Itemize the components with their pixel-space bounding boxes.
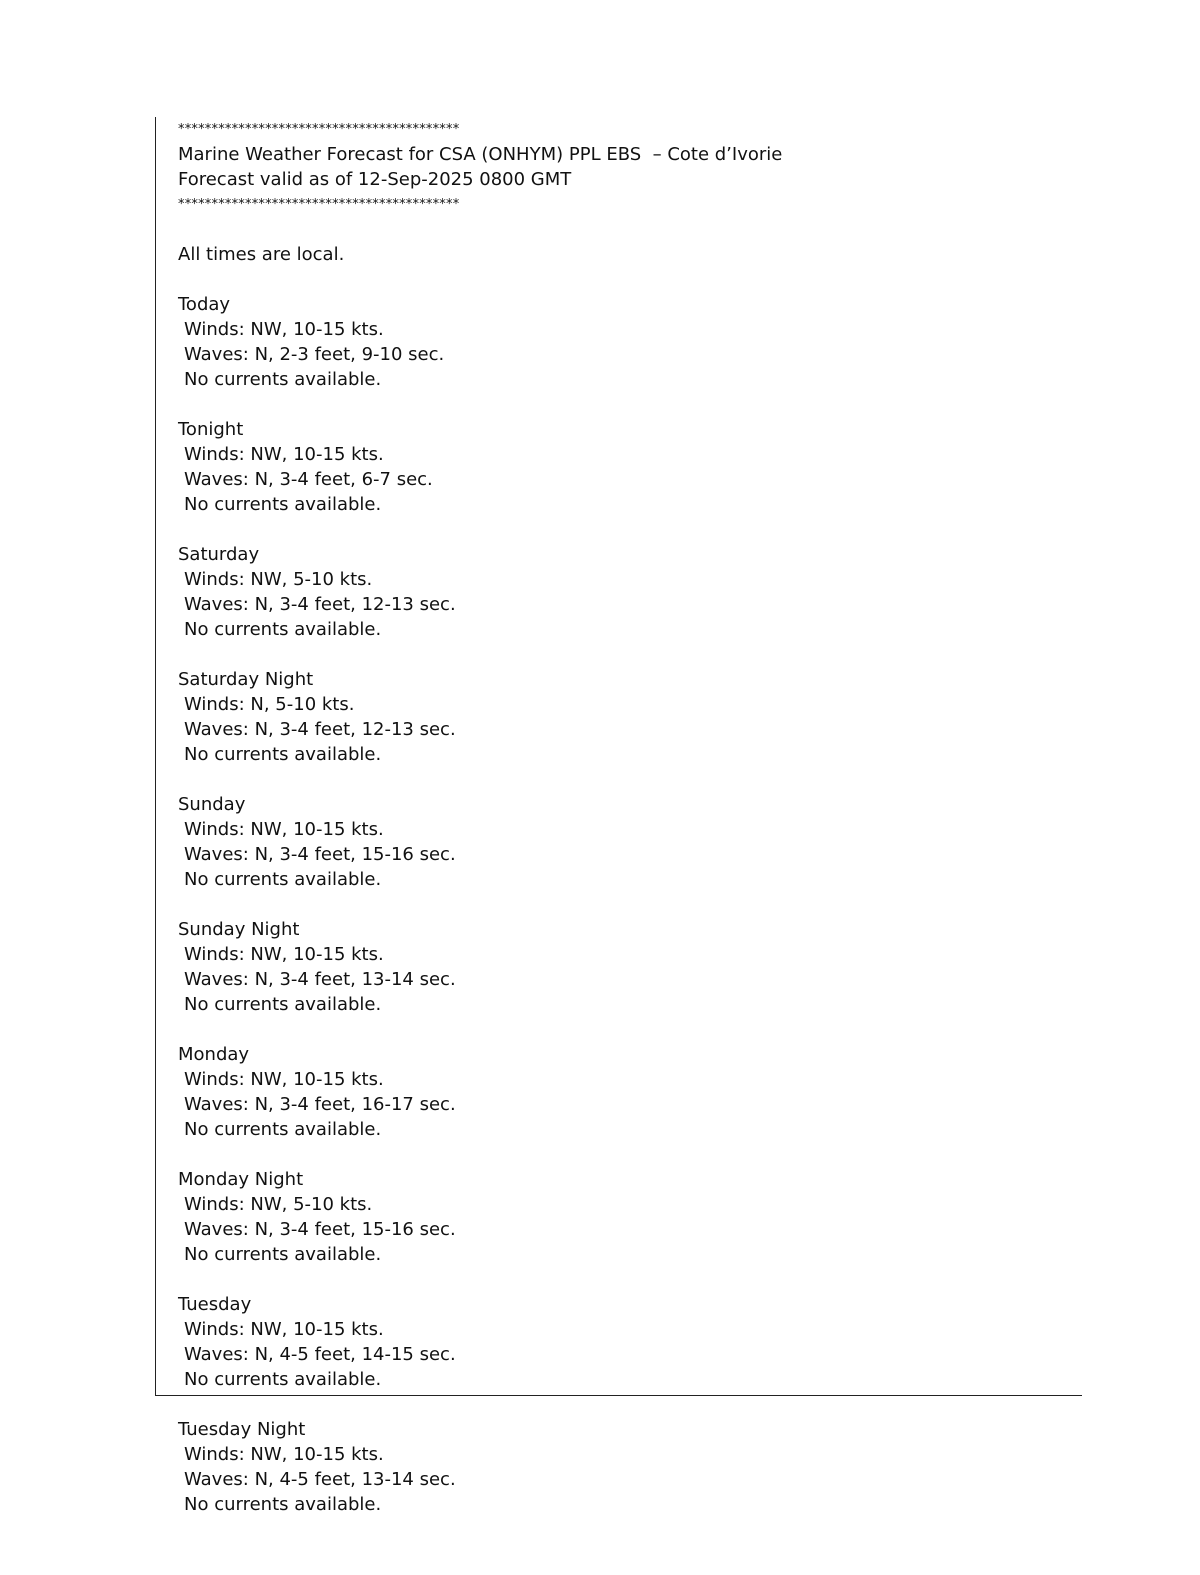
period-name: Sunday Night xyxy=(178,919,300,940)
period-name: Today xyxy=(178,294,231,315)
forecast-period xyxy=(178,1417,1078,1517)
period-waves: Waves: N, 3-4 feet, 13-14 sec. xyxy=(184,969,456,990)
forecast-period xyxy=(178,667,1078,792)
period-name: Saturday Night xyxy=(178,669,314,690)
spacer xyxy=(178,217,1078,242)
spacer xyxy=(178,1017,1078,1042)
period-currents: No currents available. xyxy=(184,369,382,390)
spacer xyxy=(178,767,1078,792)
forecast-period xyxy=(178,417,1078,542)
forecast-period xyxy=(178,1292,1078,1417)
spacer xyxy=(178,1267,1078,1292)
forecast-period xyxy=(178,292,1078,417)
forecast-valid-time: Forecast valid as of 12-Sep-2025 0800 GMT xyxy=(178,169,572,190)
period-currents: No currents available. xyxy=(184,744,382,765)
period-waves: Waves: N, 3-4 feet, 12-13 sec. xyxy=(184,719,456,740)
forecast-period xyxy=(178,792,1078,917)
period-waves: Waves: N, 3-4 feet, 12-13 sec. xyxy=(184,594,456,615)
left-border-line xyxy=(155,117,156,1396)
period-currents: No currents available. xyxy=(184,869,382,890)
spacer xyxy=(178,1392,1078,1417)
period-winds: Winds: NW, 10-15 kts. xyxy=(184,944,384,965)
period-currents: No currents available. xyxy=(184,1244,382,1265)
forecast-document xyxy=(178,117,1078,1517)
period-currents: No currents available. xyxy=(184,494,382,515)
forecast-title: Marine Weather Forecast for CSA (ONHYM) PPL EBS – Cote d’Ivorie xyxy=(178,144,783,165)
period-winds: Winds: NW, 5-10 kts. xyxy=(184,569,373,590)
period-winds: Winds: NW, 10-15 kts. xyxy=(184,1319,384,1340)
period-waves: Waves: N, 4-5 feet, 14-15 sec. xyxy=(184,1344,456,1365)
period-currents: No currents available. xyxy=(184,1119,382,1140)
spacer xyxy=(178,642,1078,667)
forecast-period xyxy=(178,917,1078,1042)
period-name: Monday xyxy=(178,1044,250,1065)
period-winds: Winds: NW, 10-15 kts. xyxy=(184,319,384,340)
forecast-period xyxy=(178,542,1078,667)
spacer xyxy=(178,517,1078,542)
period-name: Tuesday xyxy=(178,1294,252,1315)
period-currents: No currents available. xyxy=(184,1494,382,1515)
period-currents: No currents available. xyxy=(184,1369,382,1390)
period-currents: No currents available. xyxy=(184,619,382,640)
forecast-period xyxy=(178,1042,1078,1167)
period-winds: Winds: NW, 10-15 kts. xyxy=(184,444,384,465)
forecast-period xyxy=(178,1167,1078,1292)
period-winds: Winds: N, 5-10 kts. xyxy=(184,694,355,715)
period-waves: Waves: N, 3-4 feet, 6-7 sec. xyxy=(184,469,433,490)
period-waves: Waves: N, 4-5 feet, 13-14 sec. xyxy=(184,1469,456,1490)
period-name: Monday Night xyxy=(178,1169,304,1190)
period-waves: Waves: N, 2-3 feet, 9-10 sec. xyxy=(184,344,445,365)
spacer xyxy=(178,392,1078,417)
times-note: All times are local. xyxy=(178,244,345,265)
period-winds: Winds: NW, 10-15 kts. xyxy=(184,819,384,840)
period-name: Sunday xyxy=(178,794,246,815)
header-stars-top: ****************************************** xyxy=(178,122,460,137)
period-waves: Waves: N, 3-4 feet, 15-16 sec. xyxy=(184,1219,456,1240)
period-name: Saturday xyxy=(178,544,260,565)
period-name: Tonight xyxy=(178,419,244,440)
period-winds: Winds: NW, 10-15 kts. xyxy=(184,1444,384,1465)
period-waves: Waves: N, 3-4 feet, 16-17 sec. xyxy=(184,1094,456,1115)
period-waves: Waves: N, 3-4 feet, 15-16 sec. xyxy=(184,844,456,865)
spacer xyxy=(178,892,1078,917)
spacer xyxy=(178,267,1078,292)
period-winds: Winds: NW, 5-10 kts. xyxy=(184,1194,373,1215)
spacer xyxy=(178,1142,1078,1167)
period-currents: No currents available. xyxy=(184,994,382,1015)
period-winds: Winds: NW, 10-15 kts. xyxy=(184,1069,384,1090)
header-stars-bottom: ****************************************** xyxy=(178,197,460,212)
period-name: Tuesday Night xyxy=(178,1419,306,1440)
